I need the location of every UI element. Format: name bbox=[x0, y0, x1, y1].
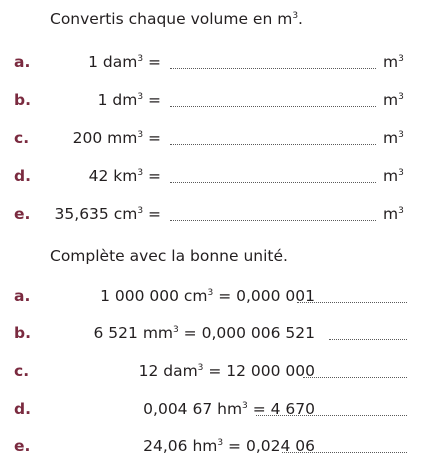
exercise-row bbox=[0, 165, 431, 187]
answer-blank[interactable] bbox=[170, 106, 376, 107]
exercise-row bbox=[0, 360, 431, 382]
item-expression: 0,004 67 $hm^3 = 4$ 670 bbox=[143, 400, 315, 418]
answer-blank[interactable] bbox=[170, 182, 376, 183]
exercise-row bbox=[0, 322, 431, 344]
item-letter: b. bbox=[14, 91, 31, 109]
exercise-row bbox=[0, 398, 431, 420]
answer-blank[interactable] bbox=[329, 339, 407, 340]
answer-unit: $m^3$ bbox=[383, 129, 404, 147]
item-letter: a. bbox=[14, 53, 31, 71]
answer-blank[interactable] bbox=[282, 452, 407, 453]
item-expression: 6 521 $mm^3 = 0,000$ 006 521 bbox=[93, 324, 315, 342]
answer-blank[interactable] bbox=[303, 377, 407, 378]
item-expression: 200 $mm^3$ = bbox=[72, 129, 161, 147]
item-letter: c. bbox=[14, 362, 30, 380]
answer-blank[interactable] bbox=[297, 302, 407, 303]
answer-blank[interactable] bbox=[256, 415, 407, 416]
section1-heading: Convertis chaque volume en $m^3$. bbox=[50, 10, 303, 28]
item-letter: c. bbox=[14, 129, 30, 147]
exercise-row bbox=[0, 89, 431, 111]
item-expression: 42 $km^3$ = bbox=[88, 167, 161, 185]
exercise-row bbox=[0, 435, 431, 457]
item-expression: 12 dam$^3$ = 12 000 000 bbox=[138, 362, 315, 380]
item-letter: a. bbox=[14, 287, 31, 305]
item-letter: e. bbox=[14, 205, 31, 223]
answer-unit: $m^3$ bbox=[383, 167, 404, 185]
section2-heading: Complète avec la bonne unité. bbox=[50, 247, 288, 265]
exercise-row bbox=[0, 51, 431, 73]
item-expression: 1 000 000 $cm^3 = 0,000$ 001 bbox=[100, 287, 315, 305]
item-letter: b. bbox=[14, 324, 31, 342]
item-expression: 24,06 $hm^3 = 0,024$ 06 bbox=[143, 437, 315, 455]
answer-unit: $m^3$ bbox=[383, 91, 404, 109]
answer-unit: $m^3$ bbox=[383, 205, 404, 223]
item-expression: 1 $dm^3$ = bbox=[97, 91, 161, 109]
item-expression: 35,635 $cm^3$ = bbox=[54, 205, 161, 223]
item-letter: d. bbox=[14, 167, 31, 185]
exercise-row bbox=[0, 127, 431, 149]
item-letter: d. bbox=[14, 400, 31, 418]
answer-blank[interactable] bbox=[170, 220, 376, 221]
answer-blank[interactable] bbox=[170, 144, 376, 145]
exercise-row bbox=[0, 285, 431, 307]
exercise-row bbox=[0, 203, 431, 225]
answer-unit: $m^3$ bbox=[383, 53, 404, 71]
item-letter: e. bbox=[14, 437, 31, 455]
answer-blank[interactable] bbox=[170, 68, 376, 69]
item-expression: 1 dam$^3$ = bbox=[88, 53, 161, 71]
